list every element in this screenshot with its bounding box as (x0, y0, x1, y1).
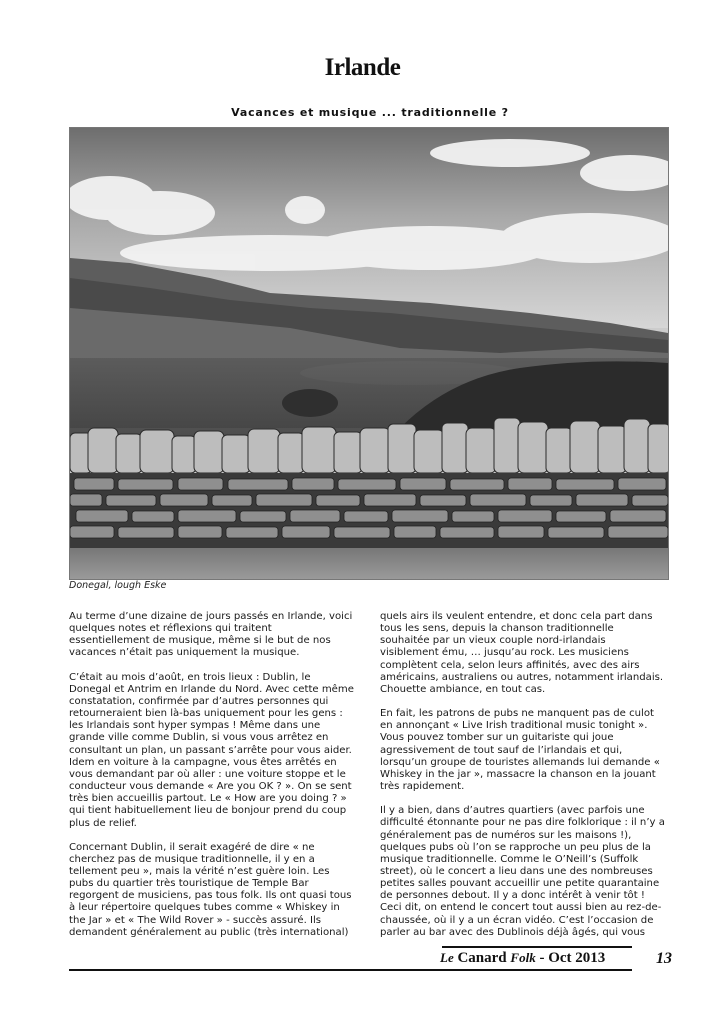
paragraph: Au terme d’une dizaine de jours passés en Irlande, voici quelques notes et réflexions qui traitent essentiellement de musique, même si le but de nos vacances n’était pas uniquement la musique. (69, 611, 353, 659)
landscape-photo (69, 127, 669, 580)
brand-prefix: Le (440, 950, 454, 965)
brand-suffix: Folk (510, 950, 536, 965)
paragraph: Il y a bien, dans d’autres quartiers (avec parfois une difficulté étonnante pour ne pas dire folklorique : il n’y a généralement pas de numéros sur les maisons !), quelques pubs où l’on se rapproche un peu plus de la musique traditionnelle. Comme le O’Neill’s (Suffolk street), où le concert a lieu dans une des nombreuses petites salles pouvant accueillir une petite quarantaine de personnes debout. Il y a donc intérêt à venir tôt ! Ceci dit, on entend le concert tout aussi bien au rez-de-chaussée, où il y a un écran vidéo. C’est l’occasion de parler au bar avec des Dublinois déjà âgés, qui vous (380, 805, 665, 938)
footer-masthead (440, 950, 640, 967)
photo-caption: Donegal, lough Eske (69, 580, 167, 591)
paragraph: C’était au mois d’août, en trois lieux : Dublin, le Donegal et Antrim en Irlande du Nord. Avec cette même constatation, confirmée par d’autres personnes qui retourneraient bien là-bas uniquement pour les gens : les Irlandais sont hyper sympas ! Même dans une grande ville comme Dublin, si vous vous arrêtez en consultant un plan, un passant s’arrête pour vous aider. Idem en voiture à la campagne, vous êtes arrêtés en vous demandant par où aller : une voiture stoppe et le conducteur vous demande « Are you OK ? ». On se sent très bien accueillis partout. Le « How are you doing ? » qui tient habituellement lieu de bonjour prend du coup plus de relief. (69, 671, 354, 829)
footer-rule-top (442, 946, 632, 948)
article-subtitle: Vacances et musique ... traditionnelle ? (231, 106, 509, 119)
issue-date: - Oct 2013 (539, 950, 606, 966)
page-number: 13 (656, 950, 672, 967)
article-title: Irlande (324, 54, 401, 81)
paragraph: En fait, les patrons de pubs ne manquent pas de culot en annonçant « Live Irish traditional music tonight ». Vous pouvez tomber sur un guitariste qui joue agressivement de tout sauf de l’irlandais et qui, lorsqu’un groupe de touristes allemands lui demande « Whiskey in the jar », massacre la chanson en la jouant très rapidement. (380, 708, 660, 793)
left-column (69, 611, 354, 951)
paragraph: quels airs ils veulent entendre, et donc cela part dans tous les sens, depuis la chanson traditionnelle souhaitée par un vieux couple nord-irlandais visiblement ému, … jusqu’au rock. Les musiciens complètent cela, selon leurs affinités, avec des airs américains, australiens ou autres, notamment irlandais. Chouette ambiance, en tout cas. (380, 611, 664, 695)
paragraph: Concernant Dublin, il serait exagéré de dire « ne cherchez pas de musique traditionnelle, il y en a tellement peu », mais la vérité n’est guère loin. Les pubs du quartier très touristique de Temple Bar regorgent de musiciens, pas tous folk. Ils ont quasi tous à leur répertoire quelques tubes comme « Whiskey in the Jar » et « The Wild Rover » - succès assuré. Ils demandent généralement au public (très international) (69, 841, 352, 938)
footer-rule-bottom (69, 969, 632, 971)
right-column (380, 611, 665, 951)
brand-name: Canard (457, 950, 507, 966)
